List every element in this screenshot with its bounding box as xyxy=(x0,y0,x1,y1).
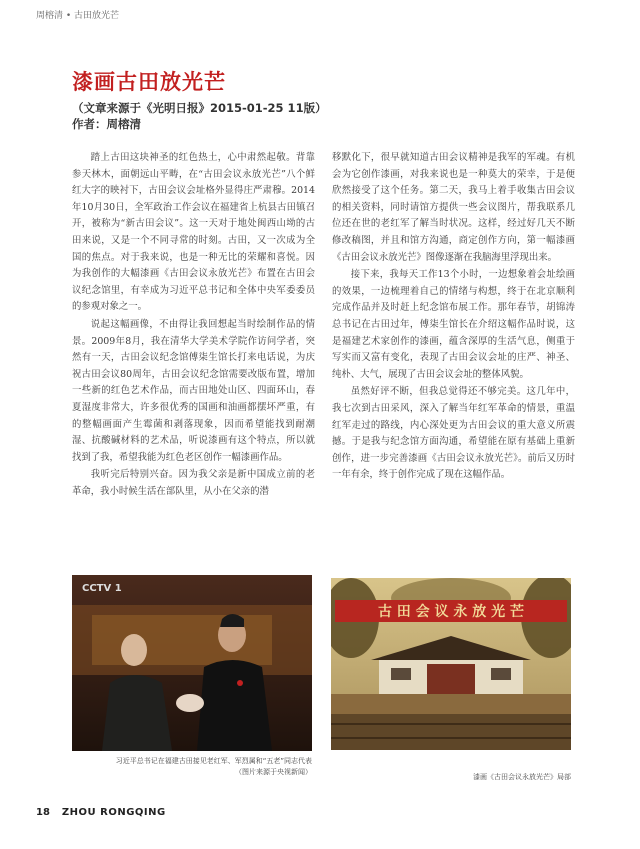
body-column-right xyxy=(332,150,575,485)
news-photo xyxy=(72,575,312,751)
lacquer-painting-illustration xyxy=(331,578,571,750)
article-meta xyxy=(72,100,327,132)
page-number: 18 xyxy=(36,807,50,818)
author-line: 作者：周榕清 xyxy=(72,117,141,131)
footer-author-name: ZHOU RONGQING xyxy=(61,807,166,818)
paragraph: 说起这幅画像，不由得让我回想起当时绘制作品的情景。2009年8月，我在清华大学美术学院作访问学者，突然有一天，古田会议纪念馆傅柒生馆长打来电话说，为庆祝古田会议80周年，古田会议纪念馆需要改版布置，增加一些新的红色艺术作品，而古田地处山区、四面环山，春夏湿度非常大，许多很优秀的国画和油画都摆坏严重，有的整幅画面产生霉菌和剥落现象，因而希望能找到耐潮湿、抗酸碱材料的艺术品，听说漆画有这个特点，所以就找到了我，希望我能为红色老区创作一幅漆画作品。 xyxy=(72,318,315,463)
news-photo-caption xyxy=(72,756,312,778)
paragraph: 我听完后特别兴奋。因为我父亲是新中国成立前的老革命，我小时候生活在部队里，从小在父亲的潜 xyxy=(72,469,315,497)
news-photo-illustration xyxy=(72,575,312,751)
caption-line: 习近平总书记在福建古田接见老红军、军烈属和“五老”同志代表 xyxy=(115,757,312,765)
page-footer xyxy=(36,807,166,818)
lacquer-painting-photo xyxy=(331,578,571,750)
caption-credit: （图片来源于央视新闻） xyxy=(235,768,312,776)
article-title: 漆画古田放光芒 xyxy=(72,70,226,94)
paragraph: 虽然好评不断，但我总觉得还不够完美。这几年中，我七次到古田采风，深入了解当年红军革命的情景，重温红军走过的路线，内心深处更为古田会议的重大意义所震撼。于是我与纪念馆方面沟通，希望能在原有基础上重新创作，进一步完善漆画《古田会议永放光芒》。前后又历时一年有余，终于创作完成了现在这幅作品。 xyxy=(332,386,575,481)
cctv-logo: CCTV 1 xyxy=(82,583,122,594)
paragraph: 移默化下，很早就知道古田会议精神是我军的军魂。有机会为它创作漆画，对我来说也是一种莫大的荣幸，于是便欣然接受了这个任务。第二天，我马上着手收集古田会议的相关资料，同时请馆方提供一些会议图片，帮我联系几位还在世的老红军了解当时状况。这样，经过好几天不断修改稿图，并且和馆方沟通，商定创作方向，第一幅漆画《古田会议永放光芒》图像逐渐在我脑海里浮现出来。 xyxy=(332,152,575,263)
painting-caption: 漆画《古田会议永放光芒》局部 xyxy=(473,773,571,781)
source-line: （文章来源于《光明日报》2015-01-25 11版） xyxy=(72,101,327,115)
paragraph: 踏上古田这块神圣的红色热土，心中肃然起敬。背靠参天林木，面朝远山平畴，在“古田会议永放光芒”八个鲜红大字的映衬下，古田会议会址格外显得庄严肃穆。2014年10月30日，全军政治工作会议在福建省上杭县古田镇召开，被称为“新古田会议”。这一天对于地处闽西山坳的古田来说，又是一个不同寻常的时刻。古田，又一次成为全国的焦点。对于我来说，也是一种无比的荣耀和喜悦。因为我创作的大幅漆画《古田会议永放光芒》布置在古田会议纪念馆里，有幸成为习近平总书记和全体中央军委委员的参观对象之一。 xyxy=(72,152,315,313)
running-head: 周榕清 • 古田放光芒 xyxy=(36,11,120,21)
painting-banner-text: 古 田 会 议 永 放 光 芒 xyxy=(377,604,525,620)
paragraph: 接下来，我每天工作13个小时，一边想象着会址绘画的效果，一边梳理着自己的情绪与构想，终于在北京顺利完成作品并及时赶上纪念馆布展工作。那年春节，胡锦涛总书记在古田过年，傅柒生馆长在介绍这幅作品时说，这是福建艺术家创作的漆画，蕴含深厚的生活气息，侧重于写实而又富有变化，表现了古田会议会址的庄严、神圣、纯朴、大气，展现了古田会议会址的整体风貌。 xyxy=(332,269,575,380)
body-column-left xyxy=(72,150,315,501)
